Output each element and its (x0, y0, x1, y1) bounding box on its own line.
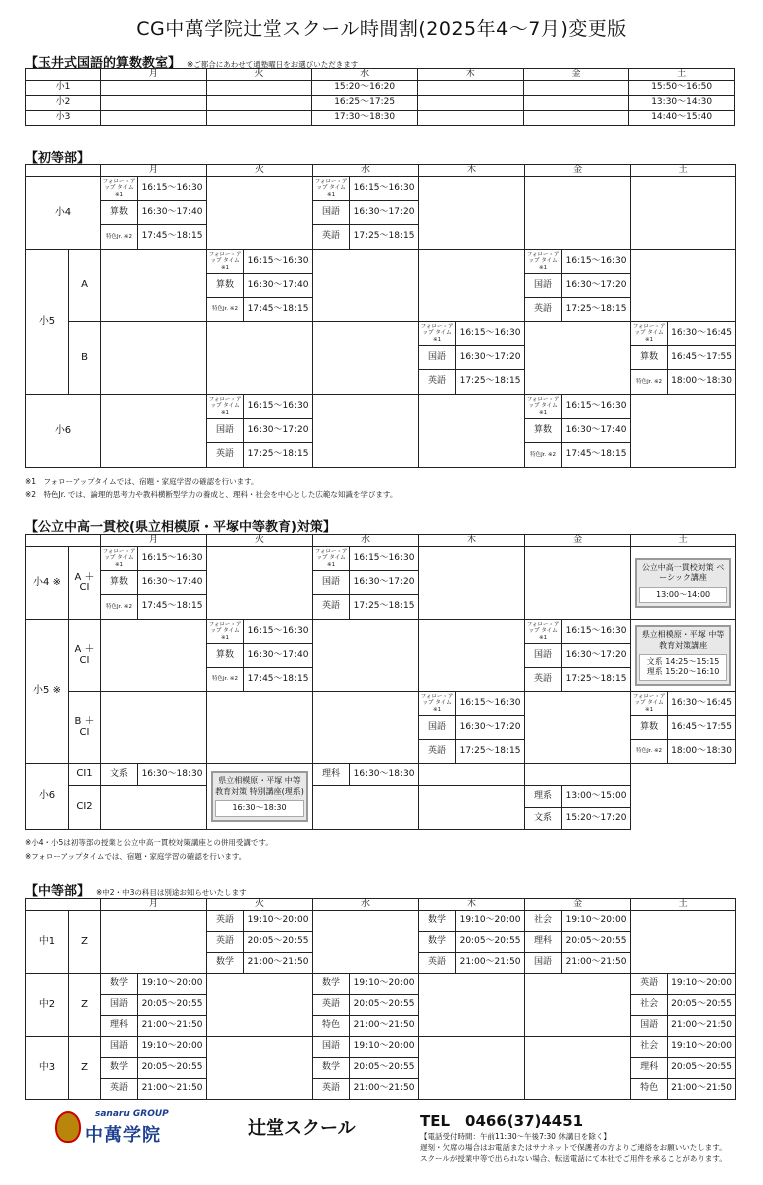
table-cell: フォロー・アップ タイム※1 (631, 692, 668, 716)
table-cell: Z (69, 911, 101, 974)
table-cell (206, 111, 312, 126)
day-header: 月 (101, 899, 207, 911)
table-cell (525, 547, 631, 620)
table-cell: 英語 (207, 443, 244, 468)
table-cell (419, 764, 525, 786)
table-cell: 20:05〜20:55 (350, 1058, 419, 1079)
table-cell: 18:00〜18:30 (668, 740, 736, 764)
table-row (26, 250, 736, 274)
table-cell: 数学 (101, 974, 138, 995)
table-cell (631, 177, 736, 250)
table-cell: 16:15〜16:30 (244, 620, 313, 644)
table-cell: 19:10〜20:00 (350, 974, 419, 995)
table-cell: 理科 (631, 1058, 668, 1079)
table-cell (101, 395, 207, 468)
table-cell: フォロー・アップ タイム※1 (313, 547, 350, 571)
table-row (26, 764, 736, 786)
table-cell: 英語 (419, 740, 456, 764)
table-cell: 中1 (26, 911, 69, 974)
table-cell: フォロー・アップ タイム※1 (101, 177, 138, 201)
table-cell: 16:30〜17:40 (562, 419, 631, 443)
table-cell: 小3 (26, 111, 101, 126)
table-cell: 中3 (26, 1037, 69, 1100)
table-cell: 16:15〜16:30 (138, 547, 207, 571)
table-cell: Z (69, 974, 101, 1037)
table-cell (523, 81, 629, 96)
table-cell: 英語 (313, 595, 350, 620)
section-heading-koritsu: 【公立中高一貫校(県立相模原・平塚中等教育)対策】 (25, 520, 336, 535)
table-cell (419, 1037, 525, 1100)
table-cell (101, 620, 207, 692)
table-cell: 17:45〜18:15 (138, 225, 207, 250)
day-header: 金 (523, 69, 629, 81)
table-cell (419, 547, 525, 620)
table-tamai (25, 68, 735, 126)
table-cell: 16:30〜16:45 (668, 322, 736, 346)
table-cell: 16:15〜16:30 (350, 177, 419, 201)
section-heading-shoto: 【初等部】 (25, 151, 91, 166)
table-cell: 特色Jr. ※2 (525, 443, 562, 468)
table-cell: フォロー・アップ タイム※1 (207, 620, 244, 644)
table-cell (525, 692, 631, 764)
table-cell: 理科 (525, 932, 562, 953)
table-cell: B ＋ CI (69, 692, 101, 764)
table-cell: 理系 (525, 786, 562, 808)
table-cell: 特色 (313, 1016, 350, 1037)
table-cell: B (69, 322, 101, 395)
table-cell (313, 692, 419, 764)
table-cell: 算数 (631, 346, 668, 370)
table-cell: 国語 (313, 201, 350, 225)
table-cell: 19:10〜20:00 (668, 974, 736, 995)
day-header: 月 (101, 69, 207, 81)
table-row (26, 911, 736, 932)
table-cell: 17:45〜18:15 (562, 443, 631, 468)
table-cell (419, 620, 525, 692)
day-header: 月 (101, 165, 207, 177)
table-cell: 英語 (419, 953, 456, 974)
table-cell: 19:10〜20:00 (350, 1037, 419, 1058)
table-cell (207, 974, 313, 1037)
table-cell (313, 911, 419, 974)
table-cell: 20:05〜20:55 (668, 1058, 736, 1079)
table-cell: A (69, 250, 101, 322)
table-cell (419, 786, 525, 830)
table-shoto (25, 164, 736, 468)
table-cell: 16:30〜17:40 (138, 571, 207, 595)
table-row (26, 692, 736, 716)
day-header: 木 (419, 899, 525, 911)
table-cell: 16:30〜18:30 (350, 764, 419, 786)
table-cell: 16:15〜16:30 (562, 620, 631, 644)
table-cell (523, 111, 629, 126)
table-cell (101, 81, 207, 96)
table-cell: 16:30〜16:45 (668, 692, 736, 716)
table-cell: 13:00〜15:00 (562, 786, 631, 808)
table-cell: CI1 (69, 764, 101, 786)
table-cell: 16:30〜17:20 (562, 644, 631, 668)
day-header: 土 (629, 69, 735, 81)
table-row (26, 69, 735, 81)
table-cell: 16:30〜17:20 (350, 201, 419, 225)
table-cell: 16:15〜16:30 (244, 250, 313, 274)
table-cell (101, 96, 207, 111)
table-cell: 19:10〜20:00 (138, 1037, 207, 1058)
table-cell (631, 620, 736, 692)
table-cell: 16:30〜17:20 (456, 716, 525, 740)
table-row (26, 974, 736, 995)
table-row (26, 535, 736, 547)
table-row (26, 177, 736, 201)
table-cell (523, 96, 629, 111)
table-cell: フォロー・アップ タイム※1 (313, 177, 350, 201)
table-cell: 英語 (313, 995, 350, 1016)
day-header: 木 (419, 165, 525, 177)
table-cell: 16:30〜17:20 (350, 571, 419, 595)
table-cell: 数学 (419, 932, 456, 953)
table-cell: 数学 (313, 974, 350, 995)
table-row (26, 1037, 736, 1058)
table-cell (101, 250, 207, 322)
table-cell (419, 974, 525, 1037)
table-cell: 16:15〜16:30 (456, 692, 525, 716)
table-cell: 18:00〜18:30 (668, 370, 736, 395)
table-row (26, 395, 736, 419)
table-cell (101, 911, 207, 974)
table-cell: 21:00〜21:50 (456, 953, 525, 974)
table-cell (631, 250, 736, 322)
table-cell (207, 177, 313, 250)
table-cell: 特色Jr. ※2 (101, 225, 138, 250)
table-cell: 21:00〜21:50 (350, 1016, 419, 1037)
day-header: 水 (313, 165, 419, 177)
table-cell: 英語 (101, 1079, 138, 1100)
table-cell: フォロー・アップ タイム※1 (631, 322, 668, 346)
table-cell: 小6 (26, 395, 101, 468)
table-cell: 英語 (207, 911, 244, 932)
table-row (26, 322, 736, 346)
table-cell (207, 764, 313, 830)
table-cell (101, 786, 207, 830)
table-cell: 算数 (525, 419, 562, 443)
table-cell: 特色Jr. ※2 (207, 668, 244, 692)
table-cell: 算数 (101, 571, 138, 595)
table-cell (101, 692, 207, 764)
table-cell: 21:00〜21:50 (244, 953, 313, 974)
table-cell: 小2 (26, 96, 101, 111)
table-cell (417, 96, 523, 111)
table-cell: 21:00〜21:50 (138, 1079, 207, 1100)
day-header: 火 (207, 535, 313, 547)
table-cell: 14:40〜15:40 (629, 111, 735, 126)
table-cell: 社会 (525, 911, 562, 932)
table-row (26, 111, 735, 126)
table-cell (207, 692, 313, 764)
table-cell: 小5 ※ (26, 620, 69, 764)
table-cell: Z (69, 1037, 101, 1100)
table-cell: 算数 (207, 644, 244, 668)
table-cell: 17:25〜18:15 (562, 668, 631, 692)
table-koritsu (25, 534, 736, 830)
table-cell: 16:15〜16:30 (244, 395, 313, 419)
table-cell: 17:25〜18:15 (456, 370, 525, 395)
table-cell: 15:20〜17:20 (562, 808, 631, 830)
table-cell: 16:15〜16:30 (562, 395, 631, 419)
section-heading-chuto: 【中等部】 ※中2・中3の科目は別途お知らせいたします (25, 884, 247, 899)
table-cell: 17:25〜18:15 (456, 740, 525, 764)
table-cell: フォロー・アップ タイム※1 (525, 620, 562, 644)
table-cell: 16:30〜17:40 (244, 274, 313, 298)
table-cell: 文系 (101, 764, 138, 786)
table-cell: 小6 (26, 764, 69, 830)
day-header: 土 (631, 899, 736, 911)
table-cell: 21:00〜21:50 (138, 1016, 207, 1037)
table-cell (631, 911, 736, 974)
table-cell: 16:25〜17:25 (312, 96, 418, 111)
table-cell (313, 322, 419, 395)
table-cell (419, 177, 525, 250)
table-cell: 小1 (26, 81, 101, 96)
table-cell: 数学 (207, 953, 244, 974)
table-cell: 算数 (207, 274, 244, 298)
table-cell (417, 111, 523, 126)
table-cell: 国語 (631, 1016, 668, 1037)
table-cell (417, 81, 523, 96)
day-header: 土 (631, 165, 736, 177)
table-cell: 英語 (207, 932, 244, 953)
table-cell: フォロー・アップ タイム※1 (207, 250, 244, 274)
table-cell: 理科 (101, 1016, 138, 1037)
table-cell: 特色Jr. ※2 (207, 298, 244, 322)
table-cell: 文系 (525, 808, 562, 830)
day-header (26, 899, 101, 911)
table-cell (313, 620, 419, 692)
table-cell: 16:45〜17:55 (668, 716, 736, 740)
table-cell: 英語 (525, 298, 562, 322)
table-cell: 19:10〜20:00 (668, 1037, 736, 1058)
table-cell (101, 111, 207, 126)
table-cell: 理科 (313, 764, 350, 786)
table-cell: 国語 (313, 1037, 350, 1058)
table-cell: 15:50〜16:50 (629, 81, 735, 96)
table-cell: フォロー・アップ タイム※1 (525, 250, 562, 274)
day-header: 火 (207, 165, 313, 177)
table-cell (525, 974, 631, 1037)
table-cell (206, 96, 312, 111)
box-basic-course: 公立中高一貫校対策 ベーシック講座 13:00〜14:00 (635, 558, 731, 608)
box-special-course: 県立相模原・平塚 中等教育対策 特別講座(理系) 16:30〜18:30 (211, 771, 308, 821)
table-row (26, 81, 735, 96)
table-cell: 算数 (631, 716, 668, 740)
table-cell: 15:20〜16:20 (312, 81, 418, 96)
table-cell: 20:05〜20:55 (138, 995, 207, 1016)
table-row (26, 547, 736, 571)
table-cell: 17:25〜18:15 (350, 225, 419, 250)
table-cell: 17:45〜18:15 (244, 668, 313, 692)
table-cell: 13:30〜14:30 (629, 96, 735, 111)
table-cell (631, 547, 736, 620)
table-cell: 17:25〜18:15 (350, 595, 419, 620)
day-header: 木 (419, 535, 525, 547)
table-cell: 数学 (313, 1058, 350, 1079)
table-row (26, 620, 736, 644)
brand-logo: sanaru GROUP 中萬学院 (55, 1107, 195, 1147)
day-header: 金 (525, 535, 631, 547)
table-cell: 小4 (26, 177, 101, 250)
table-cell: 国語 (419, 346, 456, 370)
section-heading-tamai: 【玉井式国語的算数教室】 ※ご都合にあわせて通塾曜日をお選びいただきます (25, 56, 359, 71)
day-header: 水 (313, 899, 419, 911)
table-cell: 英語 (419, 370, 456, 395)
table-cell: 国語 (419, 716, 456, 740)
table-cell: 19:10〜20:00 (244, 911, 313, 932)
table-cell (313, 786, 419, 830)
day-header: 木 (417, 69, 523, 81)
table-cell: A ＋ CI (69, 547, 101, 620)
table-cell (525, 177, 631, 250)
day-header (26, 69, 101, 81)
table-cell (525, 764, 631, 786)
day-header: 月 (101, 535, 207, 547)
table-cell: CI2 (69, 786, 101, 830)
table-cell: 英語 (313, 1079, 350, 1100)
table-cell (101, 322, 207, 395)
table-cell: 小5 (26, 250, 69, 395)
day-header: 金 (525, 165, 631, 177)
table-cell: 英語 (313, 225, 350, 250)
table-cell (419, 250, 525, 322)
table-cell: フォロー・アップ タイム※1 (101, 547, 138, 571)
note-3: ※小4・小5は初等部の授業と公立中高一貫校対策講座との併用受講です。 (25, 838, 273, 847)
day-header: 土 (631, 535, 736, 547)
table-cell: フォロー・アップ タイム※1 (525, 395, 562, 419)
table-cell: 16:30〜18:30 (138, 764, 207, 786)
table-row (26, 899, 736, 911)
table-cell: 小4 ※ (26, 547, 69, 620)
table-cell: 20:05〜20:55 (668, 995, 736, 1016)
table-cell: 19:10〜20:00 (138, 974, 207, 995)
table-cell: 英語 (525, 668, 562, 692)
table-cell: A ＋ CI (69, 620, 101, 692)
table-cell: 国語 (313, 571, 350, 595)
table-cell: 20:05〜20:55 (350, 995, 419, 1016)
table-cell: 16:15〜16:30 (456, 322, 525, 346)
table-cell: 21:00〜21:50 (668, 1016, 736, 1037)
table-cell: 算数 (101, 201, 138, 225)
table-cell: 17:25〜18:15 (562, 298, 631, 322)
table-cell: 17:45〜18:15 (244, 298, 313, 322)
table-cell: 英語 (631, 974, 668, 995)
day-header (26, 165, 101, 177)
table-cell: 社会 (631, 995, 668, 1016)
day-header: 火 (206, 69, 312, 81)
table-cell: 21:00〜21:50 (562, 953, 631, 974)
table-cell: 国語 (525, 953, 562, 974)
table-row (26, 786, 736, 808)
table-cell: 16:30〜17:20 (456, 346, 525, 370)
table-cell: 17:30〜18:30 (312, 111, 418, 126)
table-cell: 20:05〜20:55 (244, 932, 313, 953)
table-cell: 数学 (101, 1058, 138, 1079)
day-header: 金 (525, 899, 631, 911)
note-4: ※フォローアップタイムでは、宿題・家庭学習の確認を行います。 (25, 852, 247, 861)
table-cell: 16:15〜16:30 (350, 547, 419, 571)
table-cell: 21:00〜21:50 (668, 1079, 736, 1100)
table-cell: 社会 (631, 1037, 668, 1058)
table-cell: 17:25〜18:15 (244, 443, 313, 468)
table-cell: 20:05〜20:55 (456, 932, 525, 953)
table-cell: 中2 (26, 974, 69, 1037)
day-header: 水 (312, 69, 418, 81)
table-cell: 国語 (525, 644, 562, 668)
table-cell: 20:05〜20:55 (138, 1058, 207, 1079)
contact-info: 【電話受付時間：午前11:30〜午後7:30 休講日を除く】 遅刻・欠席の場合はお電話またはサナネットで保護者の方よりご連絡をお願いいたします。 スクールが授業中等で出られない場合、転送電話にて本社でご用件を承ることがあります。 (420, 1132, 727, 1163)
table-cell: 国語 (101, 995, 138, 1016)
table-cell: フォロー・アップ タイム※1 (207, 395, 244, 419)
table-cell: フォロー・アップ タイム※1 (419, 692, 456, 716)
table-cell: 16:15〜16:30 (562, 250, 631, 274)
table-cell: 16:30〜17:20 (244, 419, 313, 443)
table-cell: 19:10〜20:00 (456, 911, 525, 932)
day-header: 水 (313, 535, 419, 547)
table-cell: 19:10〜20:00 (562, 911, 631, 932)
table-cell: 16:30〜17:20 (562, 274, 631, 298)
table-cell: 16:30〜17:40 (244, 644, 313, 668)
table-cell (313, 250, 419, 322)
table-cell: 国語 (207, 419, 244, 443)
table-cell (207, 322, 313, 395)
note-1: ※1 フォローアップタイムでは、宿題・家庭学習の確認を行います。 (25, 477, 259, 486)
table-cell (631, 395, 736, 468)
day-header: 火 (207, 899, 313, 911)
table-cell: 20:05〜20:55 (562, 932, 631, 953)
table-cell: 16:45〜17:55 (668, 346, 736, 370)
emblem-icon (55, 1111, 81, 1143)
table-row (26, 96, 735, 111)
table-cell (207, 1037, 313, 1100)
school-name: 辻堂スクール (248, 1118, 356, 1139)
table-cell: 特色 (631, 1079, 668, 1100)
phone-number: TEL 0466(37)4451 (420, 1112, 584, 1130)
table-cell: 特色Jr. ※2 (101, 595, 138, 620)
day-header (26, 535, 101, 547)
table-cell: 16:15〜16:30 (138, 177, 207, 201)
table-cell: 21:00〜21:50 (350, 1079, 419, 1100)
table-cell: 17:45〜18:15 (138, 595, 207, 620)
table-cell: 数学 (419, 911, 456, 932)
table-cell (206, 81, 312, 96)
table-cell: 国語 (525, 274, 562, 298)
table-cell (207, 547, 313, 620)
box-sagamihara-course: 県立相模原・平塚 中等教育対策講座 文系 14:25〜15:15 理系 15:20〜16:10 (635, 625, 731, 686)
table-chuto (25, 898, 736, 1100)
note-2: ※2 特色Jr. では、論理的思考力や教科横断型学力の養成と、理科・社会を中心とした広範な知識を学びます。 (25, 490, 398, 499)
table-cell: フォロー・アップ タイム※1 (419, 322, 456, 346)
table-cell: 16:30〜17:40 (138, 201, 207, 225)
table-cell: 国語 (101, 1037, 138, 1058)
table-cell (525, 1037, 631, 1100)
page-title: CG中萬学院辻堂スクール時間割(2025年4〜7月)変更版 (136, 18, 627, 40)
table-cell (525, 322, 631, 395)
table-cell (313, 395, 419, 468)
table-cell: 特色Jr. ※2 (631, 740, 668, 764)
table-row (26, 165, 736, 177)
table-cell (419, 395, 525, 468)
table-cell: 特色Jr. ※2 (631, 370, 668, 395)
